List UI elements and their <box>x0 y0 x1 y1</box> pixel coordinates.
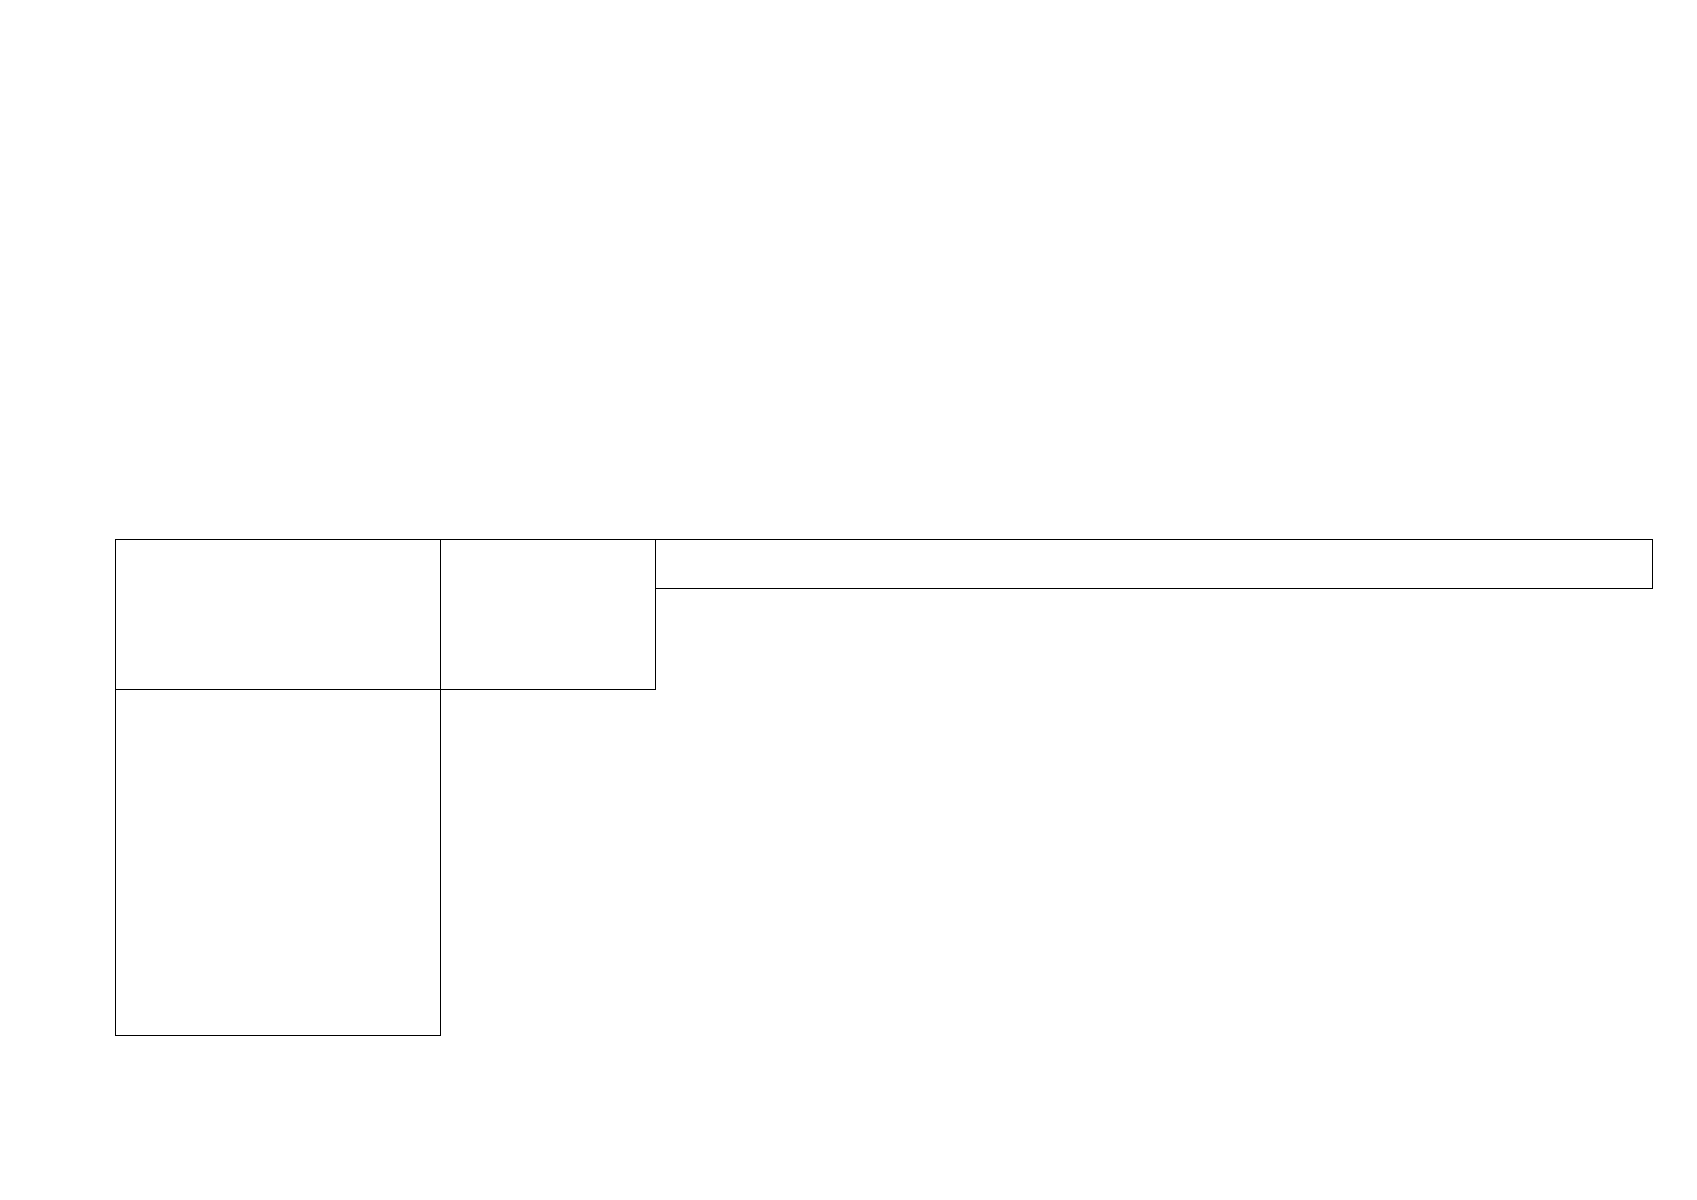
header-source <box>441 540 656 690</box>
header-customer <box>116 540 441 690</box>
table-program-activities <box>115 539 1653 1036</box>
header-years <box>656 540 1653 589</box>
customer-cell <box>116 690 441 1036</box>
